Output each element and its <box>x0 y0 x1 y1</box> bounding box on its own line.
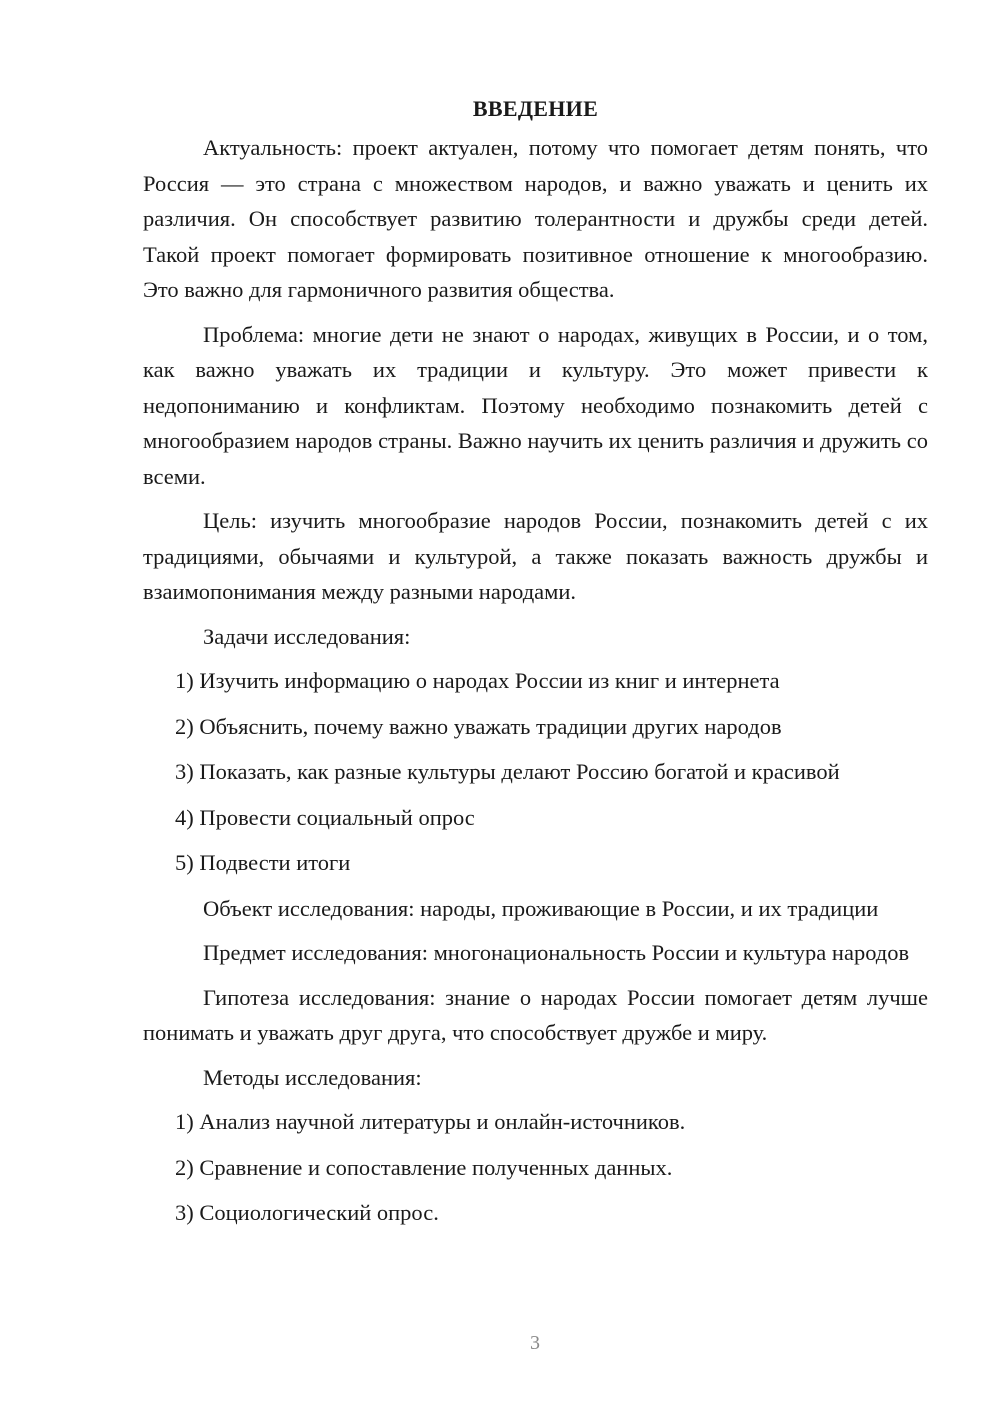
object-paragraph: Объект исследования: народы, проживающие в России, и их традиции <box>203 895 879 921</box>
page-title: ВВЕДЕНИЕ <box>472 96 599 121</box>
goal-paragraph: Цель: изучить многообразие народов России, познакомить детей с их традициями, обычаями и культурой, а также показать важность дружбы и взаимопонимания между разными народами. <box>143 508 928 604</box>
page-content <box>143 92 928 1231</box>
task-item: 4) Провести социальный опрос <box>175 804 475 830</box>
task-item: 5) Подвести итоги <box>175 850 351 875</box>
page-number: 3 <box>530 1332 540 1354</box>
method-item: 3) Социологический опрос. <box>175 1200 439 1225</box>
methods-heading: Методы исследования: <box>203 1064 422 1090</box>
task-item: 3) Показать, как разные культуры делают Россию богатой и красивой <box>175 759 840 784</box>
hypothesis-paragraph: Гипотеза исследования: знание о народах России помогает детям лучше понимать и уважать друг друга, что способствует дружбе и миру. <box>143 984 928 1045</box>
tasks-list <box>143 663 928 881</box>
method-item: 1) Анализ научной литературы и онлайн-источников. <box>175 1109 686 1134</box>
methods-list <box>143 1104 928 1231</box>
task-item: 1) Изучить информацию о народах России из книг и интернета <box>175 668 780 693</box>
tasks-heading: Задачи исследования: <box>203 623 411 649</box>
method-item: 2) Сравнение и сопоставление полученных данных. <box>175 1154 673 1180</box>
problem-paragraph: Проблема: многие дети не знают о народах, живущих в России, и о том, как важно уважать их традиции и культуру. Это может привести к недопониманию и конфликтам. Поэтому необходимо познакомить детей с многообразием народов страны. Важно научить их ценить различия и дружить со всеми. <box>143 321 928 489</box>
task-item: 2) Объяснить, почему важно уважать традиции других народов <box>175 713 782 739</box>
relevance-paragraph: Актуальность: проект актуален, потому что помогает детям понять, что Россия — это страна с множеством народов, и важно уважать и ценить их различия. Он способствует развитию толерантности и дружбы среди детей. Такой проект помогает формировать позитивное отношение к многообразию. Это важно для гармоничного развития общества. <box>143 135 928 302</box>
subject-paragraph: Предмет исследования: многонациональность России и культура народов <box>203 940 910 965</box>
